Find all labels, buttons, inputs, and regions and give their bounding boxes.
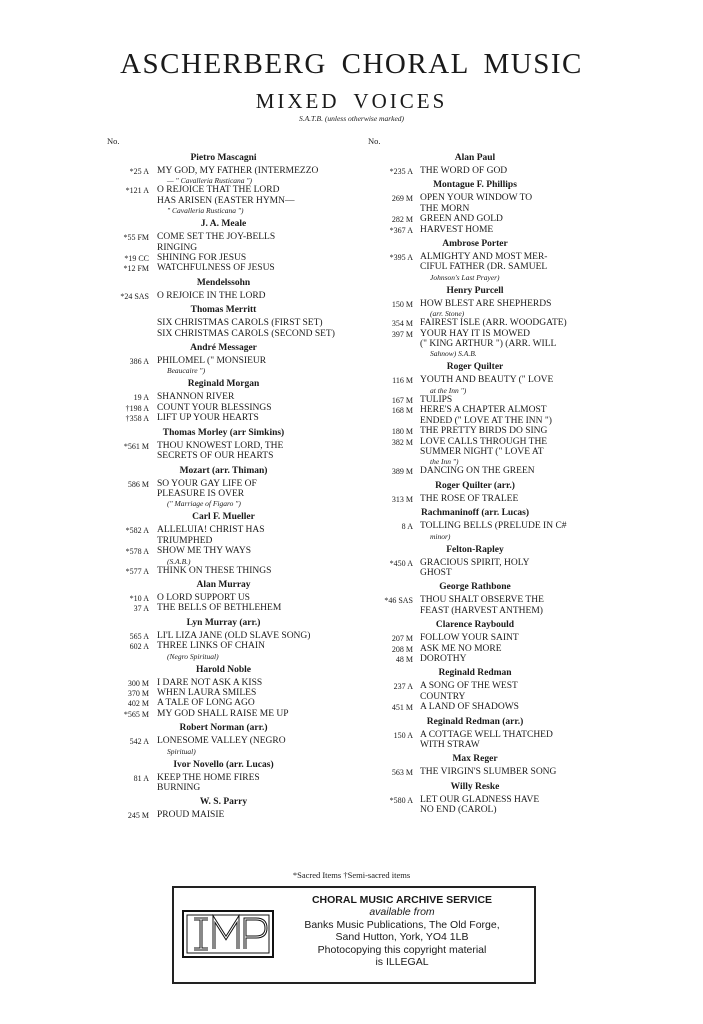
entry-title-line: LIFT UP YOUR HEARTS [157, 413, 259, 424]
catalogue-entry [366, 633, 584, 643]
catalogue-entry [366, 252, 584, 282]
composer-heading: André Messager [190, 343, 257, 354]
catalogue-entry [366, 437, 584, 467]
composer-heading: Willy Reske [450, 781, 500, 792]
entry-title-line: SIX CHRISTMAS CAROLS (FIRST SET) [157, 318, 323, 329]
composer-heading: Reginald Redman [438, 668, 512, 679]
catalogue-entry [105, 166, 342, 185]
composer-heading: Lyn Murray (arr.) [186, 617, 261, 628]
entry-title-line: CIFUL FATHER (DR. SAMUEL [420, 262, 548, 273]
catalogue-entry [105, 479, 342, 509]
catalogue-number: *582 A [125, 526, 149, 536]
entry-title-line: TRIUMPHED [157, 535, 213, 546]
catalogue-entry [366, 193, 584, 214]
catalogue-entry [105, 593, 342, 603]
catalogue-number: †358 A [125, 414, 149, 424]
catalogue-number: 150 A [393, 730, 413, 740]
imp-archive-text [278, 894, 526, 968]
catalogue-entry [366, 558, 584, 579]
catalogue-number: *235 A [389, 167, 413, 176]
catalogue-entry [105, 678, 342, 688]
imp-logo-graphic [182, 910, 274, 958]
composer-heading: Max Reger [452, 754, 498, 765]
entry-note: (arr. Stone) [430, 309, 465, 319]
entry-title-line: THOU KNOWEST LORD, THE [157, 440, 284, 451]
entry-title-line: MY GOD SHALL RAISE ME UP [157, 708, 289, 719]
catalogue-number: †198 A [125, 403, 149, 413]
catalogue-number: *561 M [123, 441, 149, 451]
catalogue-entry [105, 403, 342, 413]
catalogue-number: 168 M [391, 406, 413, 416]
catalogue-number: 565 A [129, 631, 149, 641]
catalogue-entry [366, 730, 584, 751]
entry-title-line: SHANNON RIVER [157, 392, 235, 403]
catalogue-number: 586 M [127, 479, 149, 489]
catalogue-entry [366, 654, 584, 664]
entry-title-line: ALLELUIA! CHRIST HAS [157, 525, 265, 536]
entry-title-line: HARVEST HOME [420, 224, 494, 235]
catalogue-number: 542 A [129, 737, 149, 747]
catalogue-entry [105, 413, 342, 423]
catalogue-number: 37 A [133, 604, 149, 614]
left-column-header [105, 136, 342, 149]
copyright-warning-2: is ILLEGAL [375, 956, 429, 969]
catalogue-number: 19 A [133, 393, 149, 403]
catalogue-entry [366, 329, 584, 359]
catalogue-number: 370 M [127, 688, 149, 698]
catalogue-entry [105, 688, 342, 698]
entry-title-line: THE PRETTY BIRDS DO SING [420, 426, 548, 437]
catalogue-number: 269 M [391, 194, 413, 204]
catalogue-number: 313 M [391, 494, 413, 504]
right-column [366, 136, 584, 816]
catalogue-entry [105, 641, 342, 660]
catalogue-entry [366, 375, 584, 394]
entry-title-line: SO YOUR GAY LIFE OF [157, 478, 257, 489]
entry-title-line: LET OUR GLADNESS HAVE [420, 794, 540, 805]
catalogue-number: *12 FM [123, 264, 149, 274]
catalogue-number: 451 M [391, 703, 413, 713]
catalogue-number: 282 M [391, 215, 413, 225]
catalogue-entry [105, 392, 342, 402]
entry-note: minor) [430, 531, 451, 541]
catalogue-entry [105, 441, 342, 462]
entry-title-line: SHOW ME THY WAYS [157, 546, 252, 557]
catalogue-number: 245 M [127, 811, 149, 821]
entry-title-line: SIX CHRISTMAS CAROLS (SECOND SET) [157, 328, 335, 339]
catalogue-entry [366, 299, 584, 318]
catalogue-number: 81 A [133, 773, 149, 783]
catalogue-entry [105, 603, 342, 613]
catalogue-number: 208 M [391, 644, 413, 654]
entry-title-line: SUMMER NIGHT (" LOVE AT [420, 446, 544, 457]
catalogue-number: *578 A [125, 547, 149, 557]
composer-heading: Thomas Morley (arr Simkins) [162, 427, 285, 438]
catalogue-entry [105, 736, 342, 755]
catalogue-number: 397 M [391, 329, 413, 339]
composer-heading: Felton-Rapley [446, 544, 504, 555]
catalogue-number: 48 M [395, 654, 413, 664]
entry-title-line: O REJOICE IN THE LORD [157, 290, 266, 301]
catalogue-number: *580 A [389, 795, 413, 805]
entry-note: Johnson's Last Prayer) [430, 272, 500, 282]
entry-note: Spiritual) [167, 746, 196, 756]
catalogue-entry [105, 525, 342, 546]
catalogue-entry [366, 795, 584, 816]
catalogue-entry [105, 810, 342, 820]
entry-note: Sahnow) S.A.B. [430, 349, 477, 359]
entry-title-line: FEAST (HARVEST ANTHEM) [420, 605, 543, 616]
entry-note: Beaucaire ") [167, 366, 206, 376]
entry-title-line: COUNT YOUR BLESSINGS [157, 402, 272, 413]
entry-title-line: LOVE CALLS THROUGH THE [420, 436, 548, 447]
entry-title-line: O LORD SUPPORT US [157, 592, 250, 603]
entry-title-line: A SONG OF THE WEST [420, 681, 518, 692]
catalogue-number: *121 A [125, 186, 149, 196]
catalogue-entry [105, 546, 342, 565]
entry-note: at the Inn ") [430, 385, 467, 395]
entry-title-line: ALMIGHTY AND MOST MER- [420, 252, 548, 263]
catalogue-number: *25 A [129, 167, 149, 176]
composer-heading: Ivor Novello (arr. Lucas) [173, 759, 274, 770]
catalogue-number: 237 A [393, 682, 413, 692]
catalogue-entry [105, 566, 342, 576]
available-from: available from [369, 906, 435, 919]
archive-service-heading: CHORAL MUSIC ARCHIVE SERVICE [311, 894, 493, 906]
catalogue-number: 563 M [391, 768, 413, 778]
entry-title-line: WATCHFULNESS OF JESUS [157, 263, 275, 274]
entry-title-line: THREE LINKS OF CHAIN [157, 641, 265, 652]
catalogue-number: 382 M [391, 437, 413, 447]
composer-heading: Reginald Morgan [187, 379, 260, 390]
catalogue-number: 354 M [391, 319, 413, 329]
composer-heading: Alan Murray [196, 579, 251, 590]
catalogue-number: *19 CC [124, 254, 149, 264]
composer-heading: Harold Noble [196, 664, 251, 675]
entry-title-line: THE ROSE OF TRALEE [420, 493, 519, 504]
catalogue-number: 300 M [127, 678, 149, 688]
entry-title-line: GHOST [420, 567, 452, 578]
catalogue-entry [105, 773, 342, 794]
entry-note: (S.A.B.) [167, 556, 191, 566]
catalogue-entry [105, 291, 342, 301]
no-label: No. [368, 136, 381, 146]
publisher-address-2: Sand Hutton, York, YO4 1LB [335, 931, 469, 944]
catalogue-entry [366, 166, 584, 176]
entry-title-line: MY GOD, MY FATHER (INTERMEZZO [157, 166, 319, 176]
entry-title-line: (" KING ARTHUR ") (ARR. WILL [420, 339, 557, 350]
entry-title-line: WITH STRAW [420, 740, 480, 750]
composer-heading: W. S. Parry [199, 797, 248, 808]
composer-heading: Mendelssohn [196, 277, 251, 288]
entry-title-line: THE BELLS OF BETHLEHEM [157, 603, 282, 614]
entry-title-line: O REJOICE THAT THE LORD [157, 185, 280, 196]
composer-heading: Robert Norman (arr.) [179, 723, 268, 734]
catalogue-subtitle: MIXED VOICES [255, 89, 448, 113]
catalogue-number: 167 M [391, 395, 413, 405]
catalogue-entry [105, 709, 342, 719]
entry-title-line: THE VIRGIN'S SLUMBER SONG [420, 767, 557, 778]
composer-heading: Roger Quilter (arr.) [435, 480, 515, 491]
entry-title-line: GREEN AND GOLD [420, 214, 503, 225]
entry-title-line: YOUR HAY IT IS MOWED [420, 328, 530, 339]
catalogue-number: 180 M [391, 427, 413, 437]
entry-title-line: A LAND OF SHADOWS [420, 702, 519, 713]
catalogue-entry [366, 466, 584, 476]
catalogue-number: 150 M [391, 299, 413, 309]
entry-title-line: HERE'S A CHAPTER ALMOST [420, 405, 547, 416]
catalogue-number: 402 M [127, 699, 149, 709]
composer-heading: Roger Quilter [446, 362, 504, 373]
entry-title-line: OPEN YOUR WINDOW TO [420, 193, 533, 204]
composer-heading: Carl F. Mueller [192, 512, 255, 523]
right-column-header [366, 136, 584, 149]
entry-title-line: COUNTRY [420, 691, 466, 702]
catalogue-entry [366, 405, 584, 426]
entry-note: — " Cavalleria Rusticana ") [167, 176, 253, 186]
entry-note: the Inn ") [430, 457, 459, 467]
composer-heading: Mozart (arr. Thiman) [179, 465, 268, 476]
catalogue-entry [366, 681, 584, 702]
no-label: No. [107, 136, 120, 146]
composer-heading: Rachmaninoff (arr. Lucas) [420, 508, 530, 519]
entry-title-line: THOU SHALT OBSERVE THE [420, 595, 544, 606]
entry-title-line: PHILOMEL (" MONSIEUR [157, 356, 267, 367]
composer-heading: Pietro Mascagni [190, 153, 257, 163]
entry-title-line: PLEASURE IS OVER [157, 488, 245, 499]
legend: *Sacred Items †Semi-sacred items [292, 870, 411, 880]
entry-title-line: YOUTH AND BEAUTY (" LOVE [420, 375, 554, 386]
catalogue-entry [366, 214, 584, 224]
imp-logo [182, 910, 274, 963]
entry-title-line: FAIREST ISLE (ARR. WOODGATE) [420, 318, 567, 329]
catalogue-entry [105, 263, 342, 273]
catalogue-entry [366, 702, 584, 712]
publisher-address-1: Banks Music Publications, The Old Forge, [304, 918, 500, 931]
catalogue-entry [105, 356, 342, 375]
entry-title-line: ASK ME NO MORE [420, 643, 502, 654]
left-column [105, 136, 342, 821]
catalogue-number: *577 A [125, 566, 149, 576]
catalogue-entry [105, 185, 342, 215]
catalogue-entry [105, 253, 342, 263]
entry-note: " Cavalleria Rusticana ") [167, 206, 244, 216]
catalogue-number: *395 A [389, 253, 413, 263]
catalogue-entry [366, 225, 584, 235]
composer-heading: Alan Paul [454, 153, 496, 163]
catalogue-number: 8 A [401, 522, 413, 532]
entry-title-line: DOROTHY [420, 653, 467, 664]
entry-title-line: THE MORN [420, 203, 470, 214]
entry-title-line: COME SET THE JOY-BELLS [157, 232, 276, 243]
catalogue-number: 207 M [391, 634, 413, 644]
composer-heading: George Rathbone [439, 582, 511, 593]
catalogue-number: *450 A [389, 558, 413, 568]
imp-archive-box [172, 886, 536, 984]
entry-title-line: A COTTAGE WELL THATCHED [420, 729, 553, 740]
catalogue-number: *565 M [123, 709, 149, 719]
catalogue-number: *10 A [129, 593, 149, 603]
entry-title-line: FOLLOW YOUR SAINT [420, 633, 519, 644]
entry-title-line: KEEP THE HOME FIRES [157, 772, 260, 783]
catalogue-entry [366, 521, 584, 540]
entry-title-line: A TALE OF LONG AGO [157, 698, 255, 709]
composer-heading: Ambrose Porter [442, 239, 508, 250]
entry-title-line: HAS ARISEN (EASTER HYMN— [157, 195, 295, 206]
composer-heading: Clarence Raybould [435, 620, 515, 631]
catalogue-number: 386 A [129, 357, 149, 367]
entry-title-line: PROUD MAISIE [157, 810, 225, 821]
entry-title-line: WHEN LAURA SMILES [157, 687, 257, 698]
catalogue-entry [366, 395, 584, 405]
entry-title-line: BURNING [157, 783, 201, 793]
composer-heading: J. A. Meale [200, 219, 247, 230]
entry-title-line: ENDED (" LOVE AT THE INN ") [420, 415, 552, 426]
entry-note: (" Marriage of Figaro ") [167, 499, 241, 509]
entry-title-line: THE WORD OF GOD [420, 166, 508, 176]
catalogue-entry [366, 426, 584, 436]
catalogue-number: *46 SAS [384, 596, 413, 606]
catalogue-title: ASCHERBERG CHORAL MUSIC [120, 48, 583, 80]
entry-title-line: RINGING [157, 242, 198, 253]
entry-title-line: HOW BLEST ARE SHEPHERDS [420, 298, 552, 309]
catalogue-entry [366, 318, 584, 328]
composer-heading: Montague F. Phillips [433, 180, 517, 191]
entry-title-line: NO END (CAROL) [420, 805, 497, 816]
copyright-warning-1: Photocopying this copyright material [317, 943, 487, 956]
entry-title-line: GRACIOUS SPIRIT, HOLY [420, 557, 530, 568]
catalogue-entry [105, 698, 342, 708]
catalogue-entry [366, 767, 584, 777]
composer-heading: Henry Purcell [446, 285, 504, 296]
catalogue-entry [366, 494, 584, 504]
entry-title-line: THINK ON THESE THINGS [157, 565, 272, 576]
composer-heading: Reginald Redman (arr.) [426, 716, 524, 727]
satb-note: S.A.T.B. (unless otherwise marked) [298, 114, 405, 123]
catalogue-number: *55 FM [123, 233, 149, 243]
entry-title-line: I DARE NOT ASK A KISS [157, 677, 263, 688]
entry-note: (Negro Spiritual) [167, 651, 219, 661]
catalogue-entry [105, 318, 342, 328]
entry-title-line: SECRETS OF OUR HEARTS [157, 451, 274, 462]
catalogue-entry [366, 595, 584, 616]
catalogue-number: *24 SAS [120, 291, 149, 301]
composer-heading: Thomas Merritt [190, 305, 257, 316]
catalogue-number: *367 A [389, 225, 413, 235]
catalogue-number: 116 M [392, 376, 413, 386]
catalogue-entry [105, 631, 342, 641]
catalogue-number: 602 A [129, 642, 149, 652]
entry-title-line: LI'L LIZA JANE (OLD SLAVE SONG) [157, 630, 311, 641]
entry-title-line: TOLLING BELLS (PRELUDE IN C# [420, 521, 567, 532]
entry-title-line: TULIPS [420, 394, 453, 405]
catalogue-entry [105, 232, 342, 253]
catalogue-number: 389 M [391, 467, 413, 477]
catalogue-entry [366, 644, 584, 654]
entry-title-line: SHINING FOR JESUS [157, 253, 247, 264]
entry-title-line: LONESOME VALLEY (NEGRO [157, 736, 286, 747]
catalogue-entry [105, 329, 342, 339]
entry-title-line: DANCING ON THE GREEN [420, 466, 535, 477]
